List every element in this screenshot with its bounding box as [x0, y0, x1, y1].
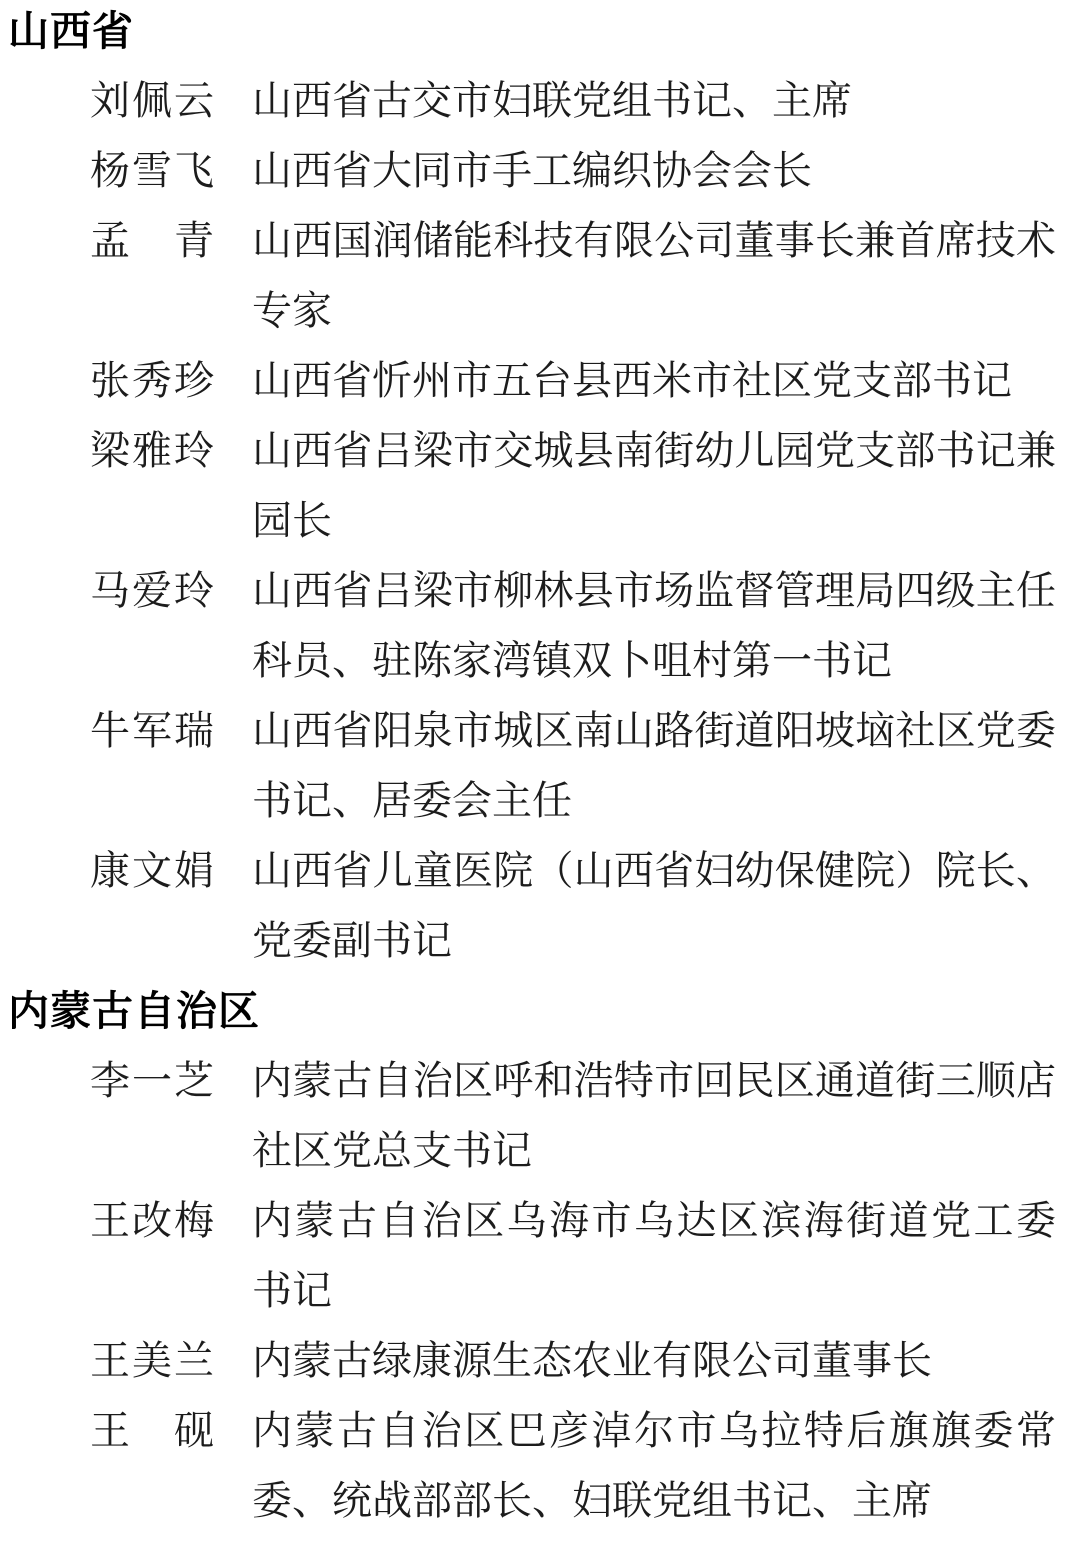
title-line: 园长 [252, 498, 332, 543]
list-item [0, 556, 1080, 696]
title-line: 山西省吕梁市柳林县市场监督管理局四级主任 [252, 568, 1056, 613]
title-line: 山西省大同市手工编织协会会长 [252, 148, 812, 193]
list-item [0, 1046, 1080, 1186]
title-line: 书记、居委会主任 [252, 778, 572, 823]
title-line: 山西省忻州市五台县西米市社区党支部书记 [252, 358, 1012, 403]
title-line: 社区党总支书记 [252, 1128, 532, 1173]
title-line: 山西省吕梁市交城县南街幼儿园党支部书记兼 [252, 428, 1056, 473]
person-title [252, 206, 1056, 346]
list-item [0, 836, 1080, 976]
list-item [0, 696, 1080, 836]
person-name: 王美兰 [90, 1338, 214, 1383]
person-name: 康文娟 [90, 848, 214, 893]
person-name: 梁雅玲 [90, 428, 214, 473]
title-line: 内蒙古自治区乌海市乌达区滨海街道党工委 [252, 1198, 1056, 1243]
section-header-neimenggu: 内蒙古自治区 [8, 988, 260, 1034]
title-line: 书记 [252, 1268, 332, 1313]
list-item [0, 346, 1080, 416]
person-title [252, 136, 1056, 206]
list-item [0, 1326, 1080, 1396]
list-item [0, 1186, 1080, 1326]
title-line: 专家 [252, 288, 332, 333]
list-item [0, 416, 1080, 556]
person-title [252, 346, 1056, 416]
list-item [0, 66, 1080, 136]
title-line: 委、统战部部长、妇联党组书记、主席 [252, 1478, 932, 1523]
person-name: 孟 青 [90, 218, 214, 263]
title-line: 山西省儿童医院（山西省妇幼保健院）院长、 [252, 848, 1056, 893]
title-line: 山西省古交市妇联党组书记、主席 [252, 78, 852, 123]
person-title [252, 1396, 1056, 1536]
person-title [252, 556, 1056, 696]
list-item [0, 136, 1080, 206]
list-item [0, 1396, 1080, 1536]
title-line: 内蒙古绿康源生态农业有限公司董事长 [252, 1338, 932, 1383]
person-title [252, 1186, 1056, 1326]
person-name: 李一芝 [90, 1058, 214, 1103]
person-name: 刘佩云 [90, 78, 214, 123]
person-name: 牛军瑞 [90, 708, 214, 753]
title-line: 山西国润储能科技有限公司董事长兼首席技术 [252, 218, 1056, 263]
person-title [252, 66, 1056, 136]
person-title [252, 416, 1056, 556]
person-title [252, 696, 1056, 836]
title-line: 科员、驻陈家湾镇双卜咀村第一书记 [252, 638, 892, 683]
person-name: 杨雪飞 [90, 148, 214, 193]
section-header-shanxi: 山西省 [8, 8, 134, 54]
person-name: 张秀珍 [90, 358, 214, 403]
list-item [0, 206, 1080, 346]
title-line: 山西省阳泉市城区南山路街道阳坡垴社区党委 [252, 708, 1056, 753]
person-title [252, 836, 1056, 976]
person-title [252, 1046, 1056, 1186]
person-name: 王改梅 [90, 1198, 214, 1243]
person-title [252, 1326, 1056, 1396]
person-name: 马爱玲 [90, 568, 214, 613]
title-line: 党委副书记 [252, 918, 452, 963]
title-line: 内蒙古自治区呼和浩特市回民区通道街三顺店 [252, 1058, 1056, 1103]
title-line: 内蒙古自治区巴彦淖尔市乌拉特后旗旗委常 [252, 1408, 1056, 1453]
person-name: 王 砚 [90, 1408, 214, 1453]
